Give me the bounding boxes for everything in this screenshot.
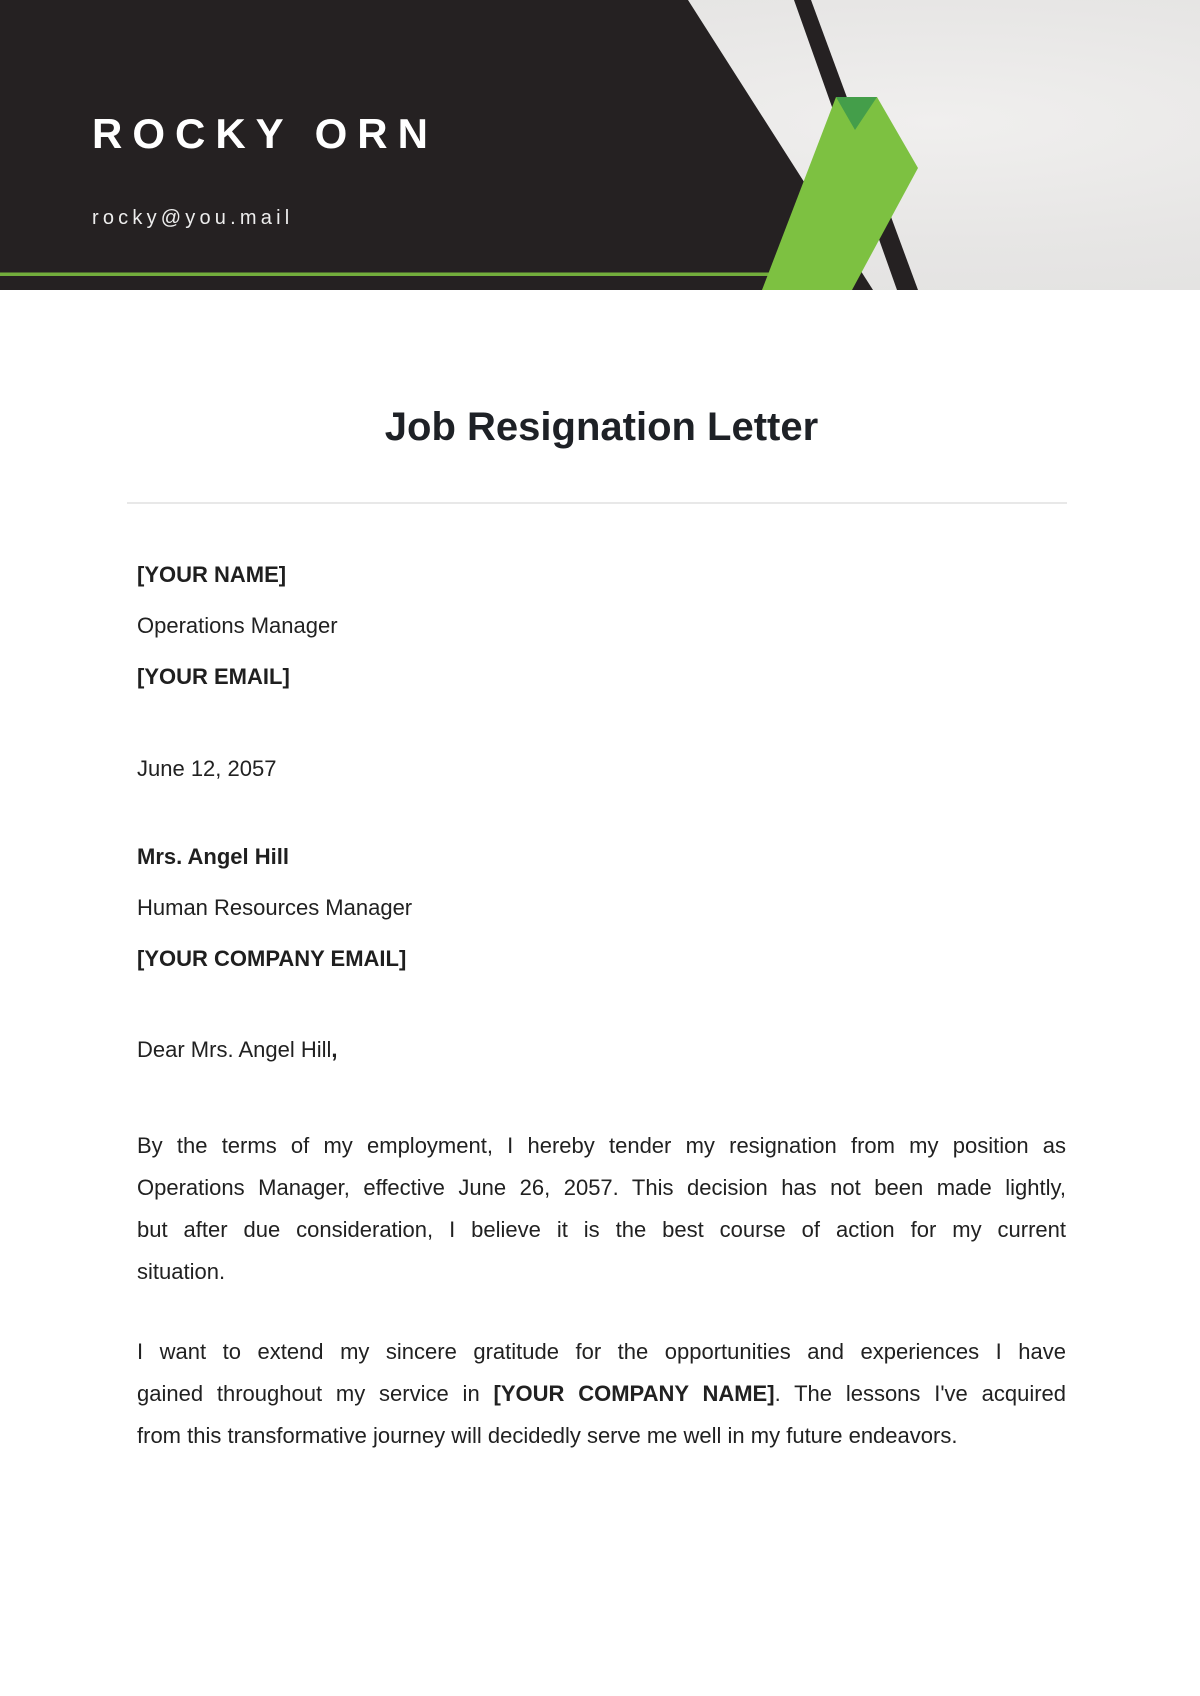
- company-name-placeholder: [YOUR COMPANY NAME]: [493, 1381, 775, 1406]
- paragraph-line: but after due consideration, I believe it is the best course of action for my current: [137, 1217, 1066, 1242]
- paragraph-line: situation.: [137, 1259, 226, 1284]
- line-segment: . The lessons I've acquired: [774, 1381, 1066, 1406]
- line-segment: gained throughout my service in: [137, 1381, 494, 1406]
- sender-email-placeholder: [YOUR EMAIL]: [137, 664, 290, 689]
- sender-name-placeholder: [YOUR NAME]: [137, 562, 287, 587]
- paragraph-line: Operations Manager, effective June 26, 2057. This decision has not been made lightly,: [137, 1175, 1066, 1200]
- salutation: [137, 1037, 338, 1063]
- letter-date: June 12, 2057: [137, 756, 277, 781]
- brand-email: rocky@you.mail: [92, 207, 294, 229]
- page-title: Job Resignation Letter: [384, 405, 819, 449]
- banner-green-underline: [0, 273, 770, 277]
- paragraph-line: By the terms of my employment, I hereby tender my resignation from my position as: [137, 1133, 1066, 1158]
- paragraph-line: from this transformative journey will decidedly serve me well in my future endeavors.: [137, 1423, 958, 1448]
- salutation-text: Dear Mrs. Angel Hill: [137, 1037, 332, 1062]
- paragraph-line: I want to extend my sincere gratitude for the opportunities and experiences I have: [137, 1339, 1066, 1364]
- recipient-name: Mrs. Angel Hill: [137, 844, 289, 869]
- body-paragraph-2: [137, 1331, 1066, 1457]
- body-paragraph-1: [137, 1125, 1066, 1293]
- brand-name: ROCKY ORN: [92, 110, 438, 157]
- title-divider: [127, 502, 1067, 504]
- recipient-role: Human Resources Manager: [137, 895, 413, 920]
- paragraph-line: [137, 1373, 1066, 1415]
- sender-role: Operations Manager: [137, 613, 338, 638]
- recipient-email-placeholder: [YOUR COMPANY EMAIL]: [137, 946, 407, 971]
- header-banner: [0, 0, 1200, 290]
- salutation-comma: ,: [331, 1037, 338, 1062]
